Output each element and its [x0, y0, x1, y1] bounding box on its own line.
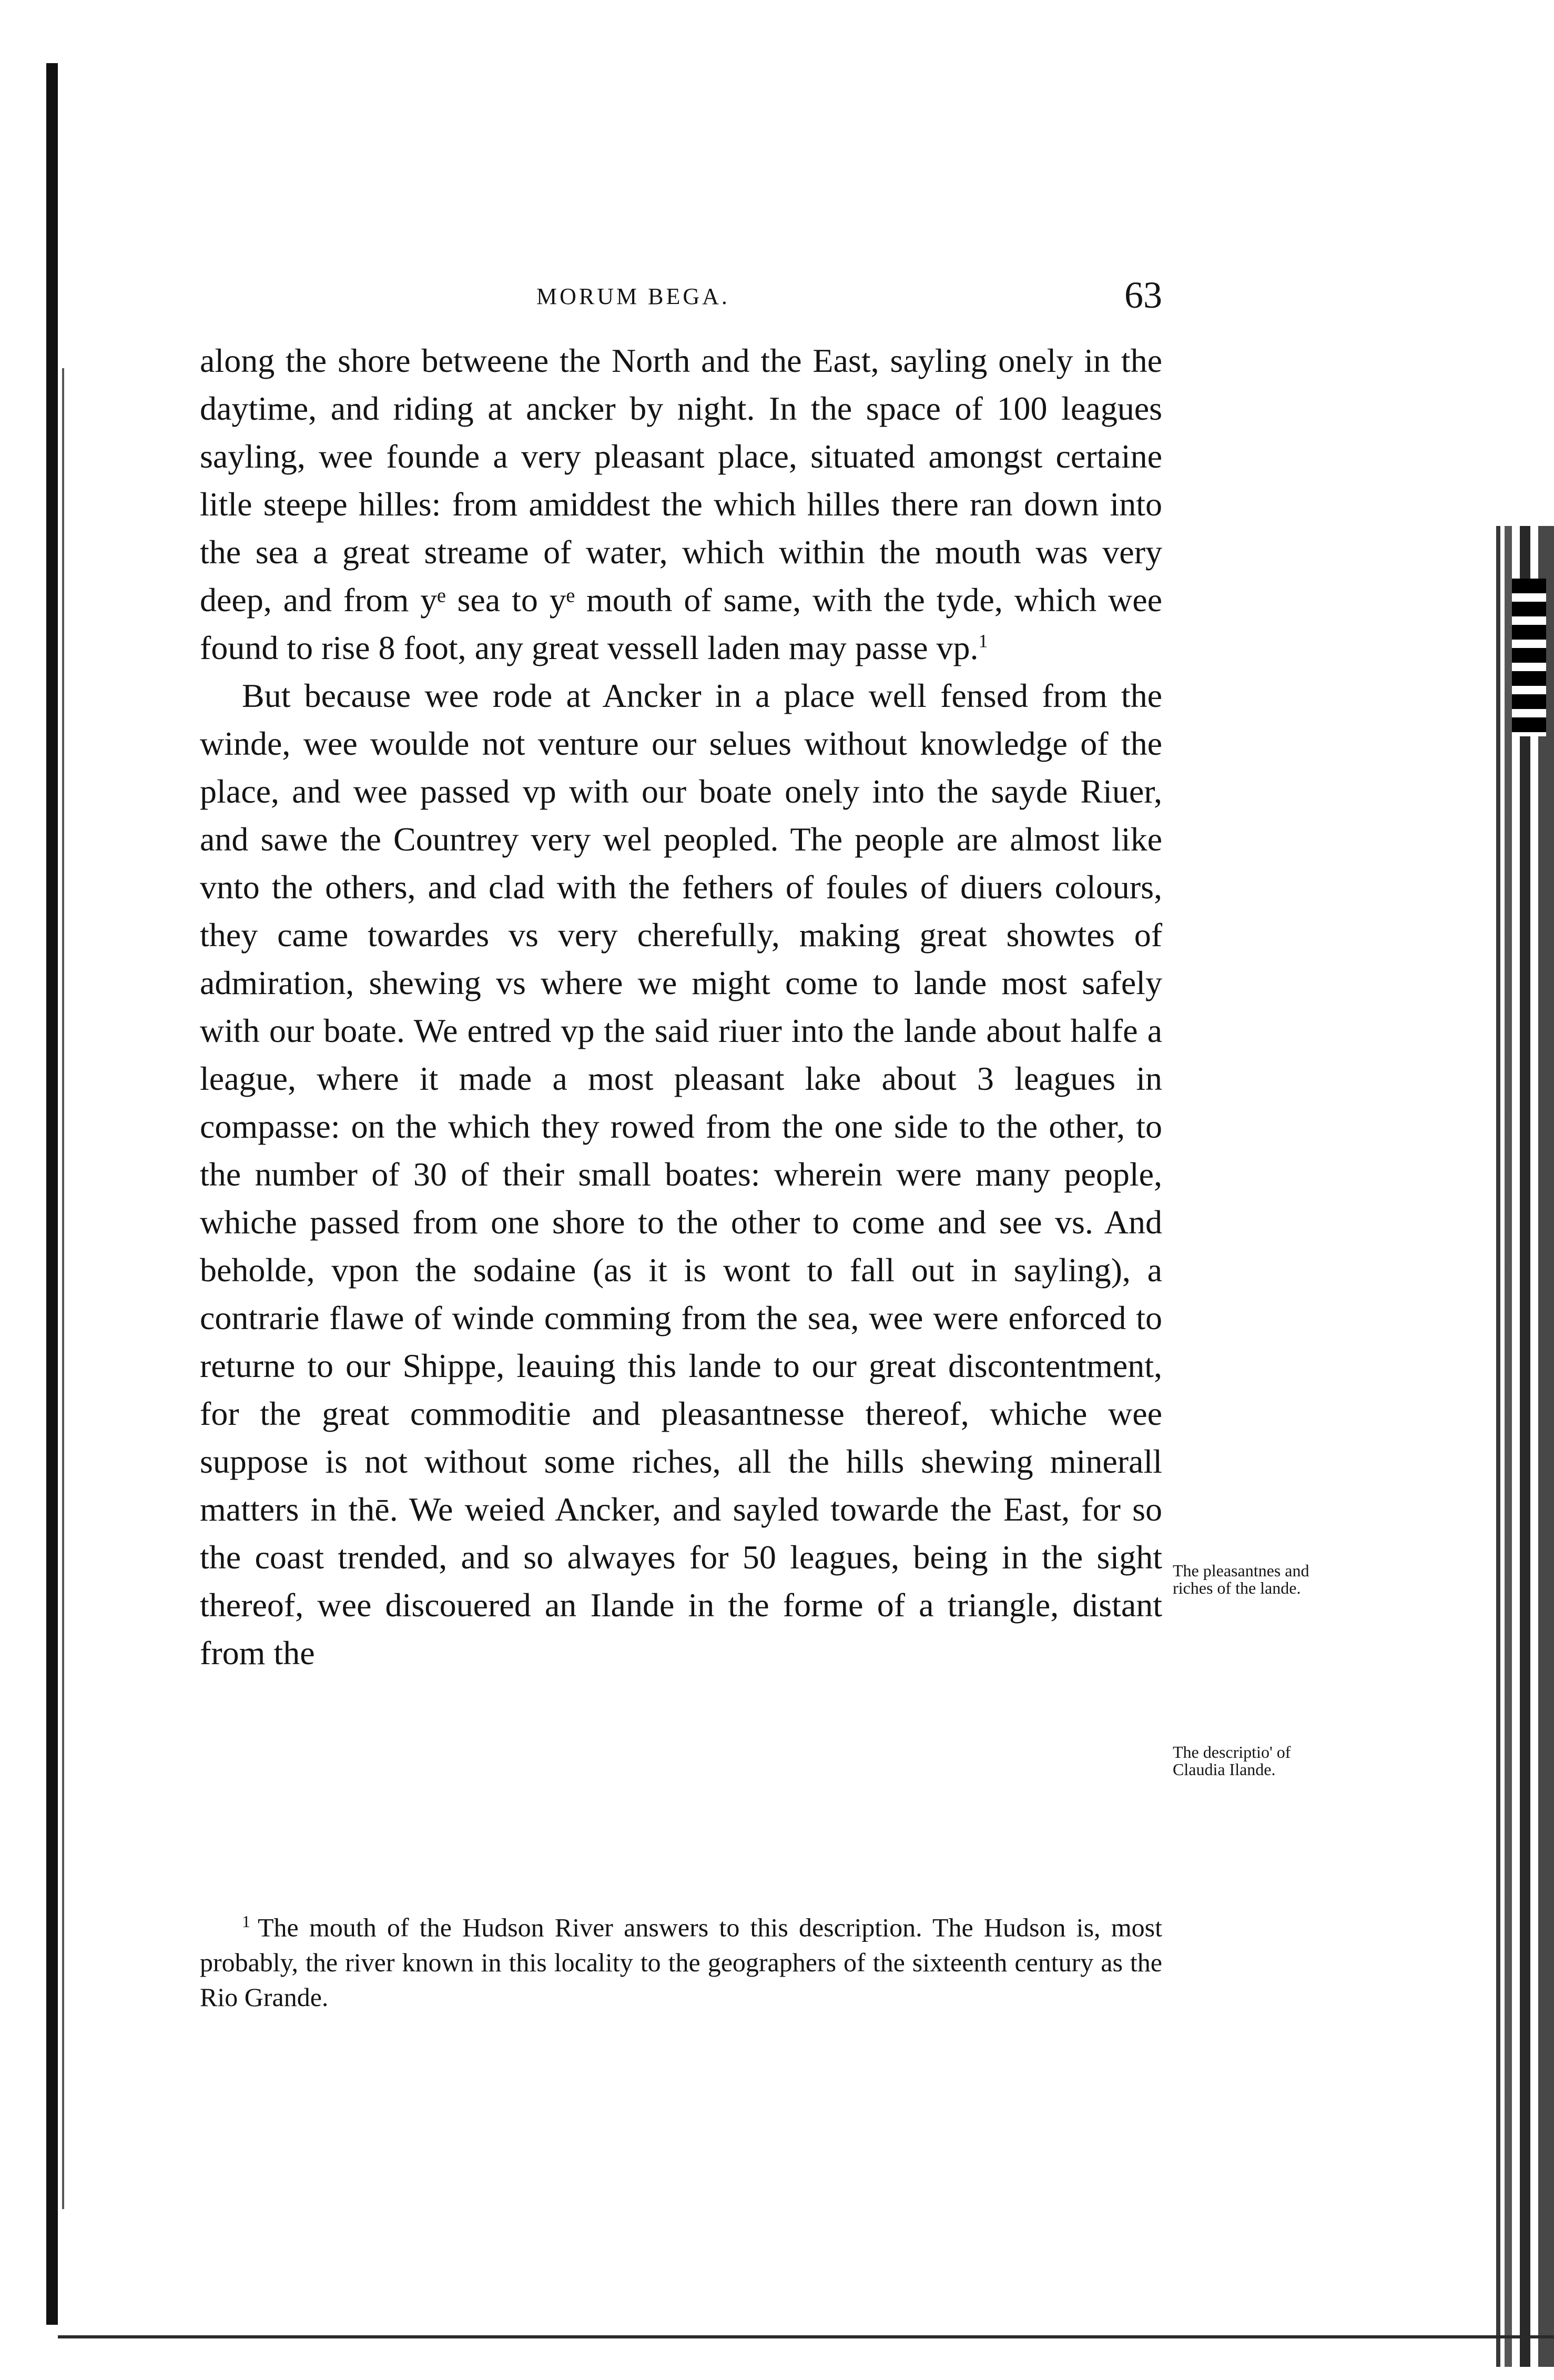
- paragraph-2-text: But because wee rode at Ancker in a place well fensed from the winde, wee woulde not venture our selues without knowledge of the place, and wee passed vp with our boate onely into the sayde Riuer, and sawe the Countrey very wel peopled. The people are almost like vnto the others, and clad with the fethers of foules of diuers colours, they came towardes vs very cherefully, making great showtes of admiration, shewing vs where we might come to lande most safely with our boate. We entred vp the said riuer into the lande about halfe a league, where it made a most pleasant lake about 3 leagues in compasse: on the which they rowed from the one side to the other, to the number of 30 of their small boates: wherein were many people, whiche passed from one shore to the other to come and see vs. And beholde, vpon the sodaine (as it is wont to fall out in sayling), a contrarie flawe of winde comming from the sea, wee were enforced to returne to our Shippe, leauing this lande to our great discontentment, for the great commoditie and pleasantnesse thereof, whiche wee suppose is not without some riches, all the hills shewing minerall matters in thē. We weied Ancker, and sayled towarde the East, for so the coast trended, and so alwayes for 50 leagues, being in the sight thereof, wee discouered an Ilande in the forme of a triangle, distant from the: [200, 677, 1162, 1672]
- scan-binding-edge: [46, 63, 58, 2325]
- margin-note-claudia: The descriptio' of Claudia Ilande.: [1173, 1743, 1291, 1779]
- scan-binding-shadow: [62, 368, 64, 2209]
- scan-bottom-edge: [58, 2335, 1554, 2338]
- body-text: [200, 337, 1162, 1677]
- scan-right-edge: [1491, 526, 1554, 2367]
- margin-note-pleasantnes: The pleasantnes and riches of the lande.: [1173, 1561, 1309, 1597]
- footnote-marker: 1: [242, 1912, 250, 1931]
- page-header: [200, 274, 1162, 321]
- footnote-text: The mouth of the Hudson River answers to this description. The Hudson is, most probably, the river known in this locality to the geographers of the sixteenth century as the Rio Grande.: [200, 1912, 1162, 2012]
- footnote-reference: 1: [978, 630, 988, 652]
- paragraph-1: [200, 337, 1162, 672]
- running-head: MORUM BEGA.: [536, 283, 730, 309]
- paragraph-1-text: along the shore betweene the North and the East, sayling onely in the daytime, and riding at ancker by night. In the space of 100 leagues sayling, wee founde a very pleasant place, situated amongst certaine litle steepe hilles: from amiddest the which hilles there ran down into the sea a great streame of water, which within the mouth was very deep, and from yᵉ sea to yᵉ mouth of same, with the tyde, which wee found to rise 8 foot, any great vessell laden may passe vp.: [200, 342, 1162, 666]
- page-number: 63: [1124, 274, 1162, 316]
- scan-right-edge-marks: [1512, 579, 1546, 736]
- footnote: [200, 1904, 1162, 2014]
- paragraph-2: [200, 672, 1162, 1677]
